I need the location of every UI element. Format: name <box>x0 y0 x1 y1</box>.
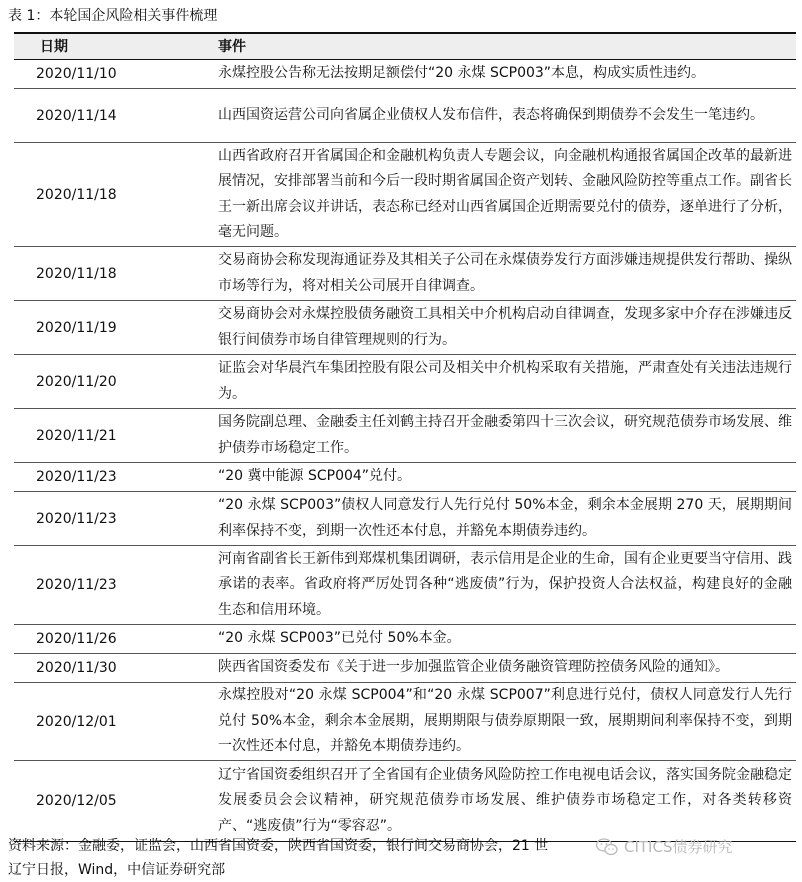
row-date: 2020/11/19 <box>36 319 117 336</box>
table-caption: 表 1：本轮国企风险相关事件梳理 <box>8 8 218 24</box>
table-row <box>14 355 796 409</box>
table-row <box>14 301 796 355</box>
row-date: 2020/11/23 <box>36 510 117 527</box>
row-event: 山西国资运营公司向省属企业债权人发布信件，表态将确保到期债券不会发生一笔违约。 <box>218 106 764 123</box>
row-date: 2020/11/23 <box>36 469 117 485</box>
table-row <box>14 546 796 625</box>
header-event: 事件 <box>218 39 246 55</box>
table-body <box>14 60 796 842</box>
row-date: 2020/11/14 <box>36 107 117 124</box>
table-row <box>14 492 796 546</box>
row-date: 2020/11/21 <box>36 427 117 444</box>
source-line-1: 资料来源：金融委，证监会，山西省国资委，陕西省国资委，银行间交易商协会，21 世 <box>8 838 549 854</box>
row-event: 国务院副总理、金融委主任刘鹤主持召开金融委第四十三次会议，研究规范债券市场发展、维护债券市场稳定工作。 <box>218 414 792 456</box>
row-date: 2020/12/01 <box>36 713 117 730</box>
row-date: 2020/11/23 <box>36 577 117 593</box>
row-event: 辽宁省国资委组织召开了全省国有企业债务风险防控工作电视电话会议，落实国务院金融稳定发展委员会会议精神，研究规范债券市场发展、维护债券市场稳定工作，对各类转移资产、“逃废债”行为“零容忍”。 <box>218 766 792 834</box>
row-event: 河南省副省长王新伟到郑煤机集团调研，表示信用是企业的生命，国有企业更要当守信用、践承诺的表率。省政府将严厉处罚各种“逃废债”行为，保护投资人合法权益，构建良好的金融生态和信用环境。 <box>218 550 792 618</box>
row-event: 陕西省国资委发布《关于进一步加强监管企业债务融资管理防控债务风险的通知》。 <box>218 659 729 676</box>
header-date: 日期 <box>40 39 68 55</box>
row-event: 永煤控股公告称无法按期足额偿付“20 永煤 SCP003”本息，构成实质性违约。 <box>218 65 706 82</box>
table-row <box>14 247 796 301</box>
row-date: 2020/11/20 <box>36 373 117 390</box>
table-row <box>14 143 796 247</box>
row-event: 永煤控股对“20 永煤 SCP004”和“20 永煤 SCP007”利息进行兑付，债权人同意发行人先行兑付 50%本金，剩余本金展期，展期期限与债券原期限一致，展期期间利率保持不变，到期一次性还本付息，并豁免本期债券违约。 <box>218 687 792 755</box>
row-event: 交易商协会对永煤控股债务融资工具相关中介机构启动自律调查，发现多家中介存在涉嫌违反银行间债券市场自律管理规则的行为。 <box>218 306 792 348</box>
table-row <box>14 654 796 683</box>
table-row <box>14 89 796 143</box>
watermark-text: CITICS债券研究 <box>624 838 733 856</box>
table-row <box>14 463 796 492</box>
events-table <box>14 32 796 842</box>
row-date: 2020/11/18 <box>36 186 117 203</box>
row-date: 2020/11/26 <box>36 631 117 647</box>
table-row <box>14 60 796 89</box>
table-row <box>14 683 796 761</box>
row-date: 2020/11/10 <box>36 66 117 82</box>
table-row <box>14 409 796 463</box>
row-date: 2020/11/30 <box>36 660 117 676</box>
table-header <box>14 32 796 60</box>
row-event: “20 永煤 SCP003”债权人同意发行人先行兑付 50%本金，剩余本金展期 270 天，展期期间利率保持不变，到期一次性还本付息，并豁免本期债券违约。 <box>218 497 792 539</box>
source-line-2: 辽宁日报，Wind，中信证券研究部 <box>8 862 226 878</box>
watermark <box>596 836 732 857</box>
table-row <box>14 625 796 654</box>
row-date: 2020/12/05 <box>36 793 117 809</box>
table-row <box>14 761 796 842</box>
row-event: “20 冀中能源 SCP004”兑付。 <box>218 468 412 485</box>
row-event: 证监会对华晨汽车集团控股有限公司及相关中介机构采取有关措施，严肃查处有关违法违规行为。 <box>218 360 792 402</box>
row-event: 山西省政府召开省属国企和金融机构负责人专题会议，向金融机构通报省属国企改革的最新进展情况，安排部署当前和今后一段时期省属国企资产划转、金融风险防控等重点工作。副省长王一新出席会议并讲话，表态称已经对山西省属国企近期需要兑付的债券，逐单进行了分析，毫无问题。 <box>218 147 792 240</box>
row-date: 2020/11/18 <box>36 265 117 282</box>
wechat-icon <box>596 838 618 856</box>
row-event: 交易商协会称发现海通证券及其相关子公司在永煤债券发行方面涉嫌违规提供发行帮助、操纵市场等行为，将对相关公司展开自律调查。 <box>218 252 792 294</box>
row-event: “20 永煤 SCP003”已兑付 50%本金。 <box>218 630 461 647</box>
